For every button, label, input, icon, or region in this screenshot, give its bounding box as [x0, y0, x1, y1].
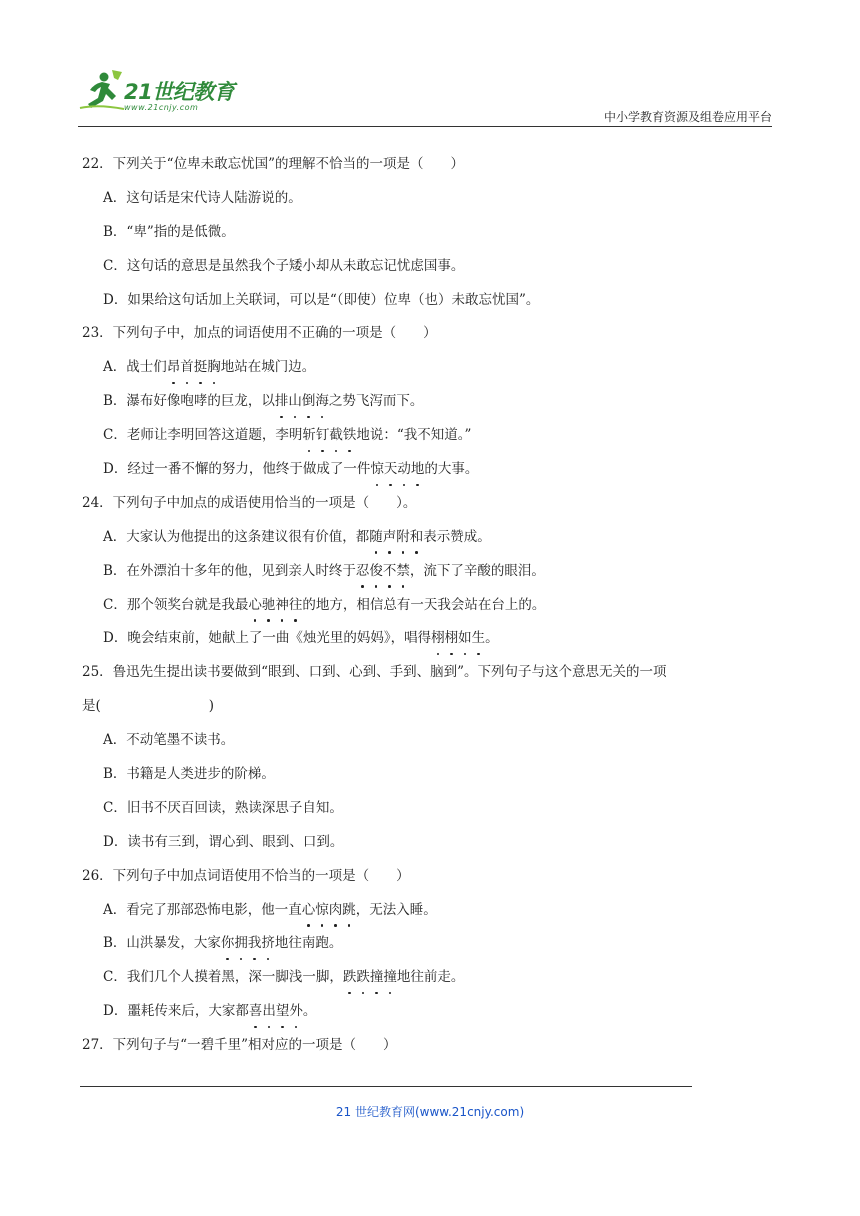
- question-stem: [82, 491, 782, 525]
- text-segment: B．“卑”指的是低微。: [103, 223, 235, 240]
- text-segment: 23．下列句子中，加点的词语使用不正确的一项是（ ）: [82, 325, 437, 342]
- text-segment: B．在外漂泊十多年的他，见到亲人时终于: [103, 562, 356, 579]
- text-segment: B．瀑布好像咆哮的巨龙，以: [103, 393, 275, 410]
- text-segment: A．大家认为他提出的这条建议很有价值，都: [103, 528, 370, 545]
- dotted-term: 排山倒海: [275, 393, 329, 409]
- answer-option: [82, 355, 782, 389]
- dotted-term: 跌跌撞撞: [343, 969, 397, 985]
- answer-option: [82, 965, 782, 999]
- question-stem: [82, 660, 782, 694]
- text-segment: 。: [302, 1003, 317, 1020]
- text-segment: 。: [485, 630, 499, 647]
- text-segment: A．这句话是宋代诗人陆游说的。: [103, 189, 302, 206]
- answer-option: [82, 525, 782, 559]
- text-segment: C．我们几个人摸着黑，深一脚浅一脚，: [103, 969, 343, 986]
- answer-option: [82, 457, 782, 491]
- logo-text: 21世纪教育: [124, 80, 235, 104]
- text-segment: D．如果给这句话加上关联词，可以是“（即使）位卑（也）未敢忘忧国”。: [103, 291, 540, 308]
- text-segment: 表示赞成。: [423, 528, 491, 545]
- text-segment: 之势飞泻而下。: [328, 393, 424, 410]
- text-segment: C．旧书不厌百回读，熟读深思子自知。: [103, 799, 343, 816]
- answer-option: [82, 931, 782, 965]
- dotted-term: 忍俊不禁: [356, 563, 410, 579]
- dotted-term: 随声附和: [369, 529, 423, 545]
- text-segment: 25．鲁迅先生提出读书要做到“眼到、口到、心到、手到、脑到”。下列句子与这个意思无关的一项: [82, 664, 667, 681]
- text-segment: C．这句话的意思是虽然我个子矮小却从未敢忘记忧虑国事。: [103, 257, 465, 274]
- question-stem: [82, 321, 782, 355]
- text-segment: 是( ): [82, 698, 215, 715]
- logo-url: www.21cnjy.com: [124, 103, 199, 112]
- text-segment: 地往前走。: [396, 969, 465, 986]
- dotted-term: 惊天动地: [370, 461, 424, 477]
- text-segment: 26．下列句子中加点词语使用不恰当的一项是（ ）: [82, 867, 410, 884]
- text-segment: D．经过一番不懈的努力，他终于做成了一件: [103, 461, 371, 478]
- logo: [78, 68, 278, 118]
- answer-option: [82, 796, 782, 830]
- answer-option: [82, 762, 782, 796]
- answer-option: [82, 423, 782, 457]
- text-segment: D．读书有三到，谓心到、眼到、口到。: [103, 833, 344, 850]
- dotted-term: 心惊肉跳: [302, 902, 356, 918]
- answer-option: [82, 999, 782, 1033]
- question-list: [82, 152, 782, 1067]
- text-segment: 24．下列句子中加点的成语使用恰当的一项是（ ）。: [82, 494, 417, 511]
- answer-option: [82, 593, 782, 627]
- text-segment: 的大事。: [424, 461, 479, 478]
- text-segment: 27．下列句子与“一碧千里”相对应的一项是（ ）: [82, 1037, 397, 1054]
- text-segment: ，无法入睡。: [355, 901, 437, 918]
- text-segment: 地往南跑。: [274, 935, 343, 952]
- dotted-term: 昂首挺胸: [167, 359, 221, 375]
- text-segment: B．书籍是人类进步的阶梯。: [103, 766, 275, 783]
- text-segment: A．看完了那部恐怖电影，他一直: [103, 901, 302, 918]
- answer-option: [82, 559, 782, 593]
- text-segment: 22．下列关于“位卑未敢忘忧国”的理解不恰当的一项是（ ）: [82, 156, 464, 172]
- dotted-term: 喜出望外: [249, 1003, 303, 1019]
- text-segment: 地说：“我不知道。”: [356, 427, 472, 444]
- answer-option: [82, 898, 782, 932]
- platform-title: 中小学教育资源及组卷应用平台: [603, 110, 772, 124]
- text-segment: 地站在城门边。: [220, 359, 316, 376]
- answer-option: [82, 288, 782, 322]
- footer-divider: [80, 1086, 692, 1087]
- dotted-term: 栩栩如生: [431, 630, 485, 646]
- question-stem: [82, 152, 782, 186]
- text-segment: ，流下了辛酸的眼泪。: [409, 562, 545, 579]
- text-segment: B．山洪暴发，大家: [103, 935, 221, 952]
- text-segment: C．老师让李明回答这道题，李明: [103, 427, 303, 444]
- question-stem: [82, 1033, 782, 1067]
- answer-option: [82, 626, 782, 660]
- question-stem: [82, 864, 782, 898]
- dotted-term: 心驰神往: [248, 597, 302, 613]
- text-segment: D．噩耗传来后，大家都: [103, 1003, 249, 1020]
- runner-logo-icon: [78, 68, 126, 112]
- answer-option: [82, 220, 782, 254]
- answer-option: [82, 254, 782, 288]
- dotted-term: 斩钉截铁: [302, 427, 356, 443]
- answer-option: [82, 389, 782, 423]
- answer-option: [82, 728, 782, 762]
- footer-link[interactable]: 21 世纪教育网(www.21cnjy.com): [335, 1105, 525, 1119]
- answer-option: [82, 830, 782, 864]
- dotted-term: 你拥我挤: [221, 935, 275, 951]
- text-segment: A．战士们: [103, 359, 167, 376]
- answer-option: [82, 186, 782, 220]
- header-divider: [78, 126, 772, 127]
- text-segment: A．不动笔墨不读书。: [103, 732, 235, 749]
- text-segment: 的地方，相信总有一天我会站在台上的。: [302, 596, 546, 613]
- page-header: [78, 68, 772, 128]
- question-stem-continued: [82, 694, 782, 728]
- text-segment: C．那个领奖台就是我最: [103, 596, 249, 613]
- text-segment: D．晚会结束前，她献上了一曲《烛光里的妈妈》，唱得: [103, 630, 432, 647]
